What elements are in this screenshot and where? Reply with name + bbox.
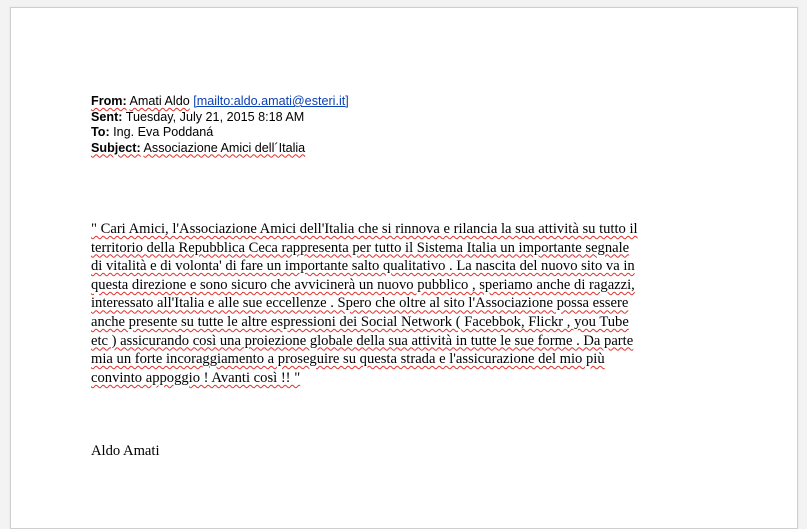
subject-value: Associazione Amici dell´Italia bbox=[143, 140, 306, 155]
from-email-link[interactable]: [mailto:aldo.amati@esteri.it] bbox=[193, 94, 349, 108]
body-line: etc ) assicurando così una proiezione globale della sua attività in tutte le sue forme . Da parte bbox=[91, 332, 634, 349]
body-line: convinto appoggio ! Avanti così !! " bbox=[91, 369, 301, 386]
body-line: mia un forte incoraggiamento a proseguire su questa strada e l'assicurazione del mio più bbox=[91, 351, 605, 368]
subject-line bbox=[91, 141, 349, 157]
from-name: Amati Aldo bbox=[129, 94, 190, 108]
from-line bbox=[91, 94, 349, 110]
to-line bbox=[91, 125, 349, 141]
sent-label: Sent: bbox=[91, 109, 123, 124]
email-header bbox=[91, 94, 349, 156]
body-line: territorio della Repubblica Ceca rappresenta per tutto il Sistema Italia un importante segnale bbox=[91, 239, 630, 256]
signature: Aldo Amati bbox=[91, 443, 160, 459]
body-line: " Cari Amici, l'Associazione Amici dell'Italia che si rinnova e rilancia la sua attività su tutto il bbox=[91, 221, 638, 237]
body-line: anche presente su tutte le altre espressioni dei Social Network ( Facebbok, Flickr , you Tube bbox=[91, 313, 629, 330]
body-line: di vitalità e di volonta' di fare un importante salto qualitativo . La nascita del nuovo sito va in bbox=[91, 258, 635, 275]
subject-label: Subject: bbox=[91, 140, 141, 155]
email-body bbox=[91, 220, 703, 387]
to-label: To: bbox=[91, 125, 110, 139]
sent-line bbox=[91, 110, 349, 126]
from-label: From: bbox=[91, 94, 127, 108]
to-value: Ing. Eva Poddaná bbox=[113, 125, 214, 139]
sent-value: Tuesday, July 21, 2015 8:18 AM bbox=[125, 109, 305, 124]
body-line: questa direzione e sono sicuro che avvicinerà un nuovo pubblico , speriamo anche di ragazzi, bbox=[91, 276, 635, 293]
body-line: interessato all'Italia e alle sue eccellenze . Spero che oltre al sito l'Associazione possa essere bbox=[91, 295, 629, 312]
